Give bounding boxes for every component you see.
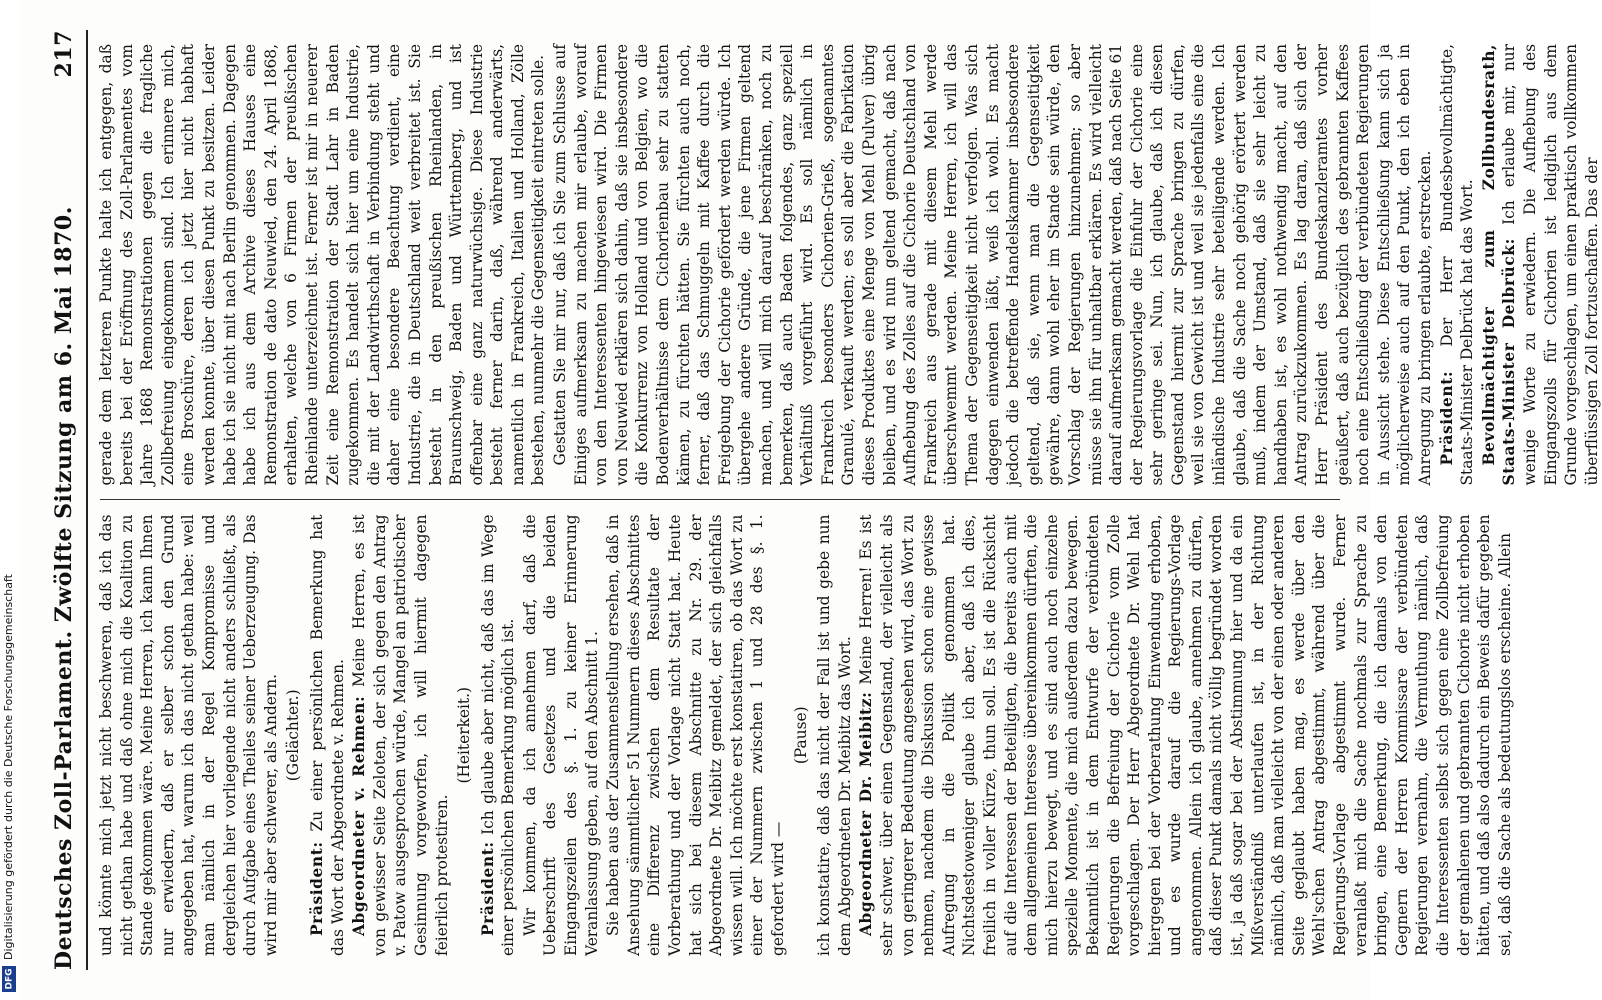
left-column (96, 501, 1514, 971)
reaction: (Gelächter.) (284, 689, 303, 782)
speaker-name: Abgeordneter Dr. Meibitz: (857, 691, 876, 936)
speaker-name: Präsident: (1437, 370, 1456, 466)
speech-text: Der Herr Bundesbevollmächtigte, Staats-Minister Delbrück hat das Wort. (1437, 44, 1477, 486)
speech-paragraph (349, 515, 452, 957)
column-divider (100, 500, 1340, 501)
reaction: (Heiterkeit.) (455, 686, 474, 784)
speech-text: Zu einer persönlichen Bemerkung hat das Wort der Abgeordnete v. Rehmen. (307, 514, 347, 956)
speech-paragraph (478, 515, 519, 957)
scanned-page (20, 0, 1601, 1000)
speech-text: Ich erlaube mir, nur wenige Worte zu erwiedern. Die Aufhebung des Eingangszolls für Cichorien ist lediglich aus dem Grunde vorgeschlagen, um einen praktisch vollkommen überflüssigen Zoll fortzuschaffen. Das der (1500, 44, 1601, 486)
speech-paragraph (307, 515, 348, 957)
digitization-sidebar (0, 0, 18, 1000)
page-title: Deutsches Zoll-Parlament. Zwölfte Sitzung am 6. Mai 1870. (51, 206, 77, 970)
speech-paragraph (1437, 44, 1478, 486)
speech-text: Ich glaube aber nicht, daß das im Wege einer persönlichen Bemerkung möglich ist. (478, 514, 518, 956)
speaker-name: Präsident: (307, 841, 326, 936)
text-columns (96, 30, 1601, 970)
speaker-name: Abgeordneter v. Rehmen: (350, 695, 369, 936)
page-header (42, 30, 88, 970)
speech-text: Meine Herren, es ist von gewisser Seite Zeloten, der sich gegen den Antrag v. Patow ausgesprochen würde, Mangel an patriotischer Gesinnung vorgeworfen, ich will hiermit dagegen feierlich protestiren. (350, 514, 451, 956)
paragraph: Sie haben aus der Zusammenstellung ersehen, daß in Ansehung sämmtlicher 51 Nummern dieses Abschnittes eine Differenz zwischen dem Resultate der Vorberathung und der Vorlage nicht Statt hat. Heute hat sich bei diesem Abschnitte zu Nr. 29. der Abgeordnete Dr. Meibitz gemeldet, der sich gleichfalls wissen will. Ich möchte erst konstatiren, ob das Wort zu einer der Nummern zwischen 1 und 28 des §. 1. gefordert wird — (604, 514, 787, 956)
reaction: (Pause) (791, 706, 810, 765)
page-number: 217 (51, 30, 77, 78)
speech-paragraph (1479, 44, 1602, 486)
digitization-note: Digitalisierung gefördert durch die Deutsche Forschungsgemeinschaft (2, 574, 15, 960)
paragraph: ich konstatire, daß das nicht der Fall ist und gebe nun dem Abgeordneten Dr. Meibitz das Wort. (815, 514, 854, 956)
speech-paragraph (856, 515, 1515, 957)
paragraph: Gestatten Sie mir nur, daß ich Sie zum Schlusse auf Einiges aufmerksam zu machen mir erlaube, worauf von den Interessenten hingewiesen wird. Die Firmen von Neuwied erklären sich dahin, daß sie insbesondere die Konkurrenz von Holland und von Belgien, wo die Bodenverhältnisse dem Cichorienbau sehr zu statten kämen, zu fürchten hätten. Sie fürchten auch noch, ferner, daß das Schmuggeln mit Kaffee durch die Freigebung der Cichorie gefördert werden würde. Ich übergehe andere Gründe, die jene Firmen geltend machen, und will mich darauf beschränken, noch zu bemerken, daß auch Baden folgendes, ganz speziell Verhältniß vorgeführt wird. Es soll nämlich in Frankreich besonders Cichorien-Grieß, sogenanntes Granulé, verkauft werden; es soll aber die Fabrikation dieses Produktes eine Menge von Mehl (Pulver) übrig bleiben, und es wird nun geltend gemacht, daß nach Aufhebung des Zolles auf die Cichorie Deutschland von Frankreich aus gerade mit diesem Mehl werde überschwemmt werden. Meine Herren, ich will das Thema der Gegenseitigkeit nicht verfolgen. Was sich dagegen einwenden läßt, weiß ich wohl. Es macht jedoch die betreffende Handelskammer insbesondere geltend, daß sie, wenn man die Gegenseitigkeit gewähre, dann wohl eher im Stande sein würde, den Vorschlag der Regierungen hinzunehmen; so aber müsse sie ihn für unhaltbar erklären. Es wird vielleicht darauf aufmerksam gemacht werden, daß nach Seite 61 der Regierungsvorlage die Einfuhr der Cichorie eine sehr geringe sei. Nun, ich glaube, daß ich diesen Gegenstand hiermit zur Sprache bringen zu dürfen, weil sie von Gewicht ist und weil sie jedenfalls eine die inländische Industrie sehr beteiligende werden. Ich glaube, daß die Sache noch gehörig erörtert werden muß, indem der Umstand, daß sie sehr leicht zu handhaben ist, es wohl nothwendig macht, auf den Antrag zurückzukommen. Es lag daran, daß sich der Herr Präsident des Bundeskanzleramtes vorher geäußert, daß auch bezüglich des gebrannten Kaffees noch eine Entschließung der verbündeten Regierungen in Aussicht stehe. Diese Entschließung kann sich ja möglicherweise auch auf den Punkt, den ich eben in Anregung zu bringen erlaubte, erstrecken. (551, 44, 1434, 486)
paragraph: gerade dem letzteren Punkte halte ich entgegen, daß bereits bei der Eröffnung des Zoll-Parlamentes vom Jahre 1868 Remonstrationen gegen die fragliche Zollbefreiung eingekommen sind. Ich erinnere mich, eine Broschüre, deren ich jetzt hier nicht habhaft werden konnte, über diesen Punkt zu besitzen. Leider habe ich sie nicht mit nach Berlin genommen. Dagegen habe ich aus dem Archive dieses Hauses eine Remonstration de dato Neuwied, den 24. April 1868, erhalten, welche von 6 Firmen der preußischen Rheinlande unterzeichnet ist. Ferner ist mir in neuerer Zeit eine Remonstration der Stadt Lahr in Baden zugekommen. Es handelt sich hier um eine Industrie, die mit der Landwirthschaft in Verbindung steht und daher eine besondere Beachtung verdient, eine Industrie, die in Deutschland weit verbreitet ist. Sie besteht in den preußischen Rheinlanden, in Braunschweig, Baden und Württemberg, und ist offenbar eine ganz naturwüchsige. Diese Industrie besteht ferner darin, daß, während anderwärts, namentlich in Frankreich, Italien und Holland, Zölle bestehen, nunmehr die Gegenseitigkeit eintreten solle. (97, 44, 548, 486)
dfg-logo-text: DFG (4, 968, 15, 990)
dfg-logo (2, 966, 16, 992)
paragraph: Wir kommen, da ich annehmen darf, daß die Ueberschrift des Gesetzes und die beiden Eingangszeilen des §. 1. zu keiner Erinnerung Veranlassung geben, auf den Abschnitt 1. (520, 514, 601, 956)
speaker-name: Bevollmächtigter zum Zollbundesrath, Staats-Minister Delbrück: (1479, 44, 1519, 486)
paragraph: und könnte mich jetzt nicht beschweren, daß ich das nicht gethan habe und daß ohne mich die Koalition zu Stande gekommen wäre. Meine Herren, ich kann Ihnen nur erwiedern, daß er selber schon den Grund angegeben hat, warum ich das nicht gethan habe: weil man nämlich in der Regel Kompromisse und dergleichen hier vorliegende nicht anders schließt, als durch Aufgabe eines Theiles seiner Ueberzeugung. Das wird mir aber schwerer, als Andern. (97, 514, 280, 956)
right-column (96, 30, 1601, 500)
speaker-name: Präsident: (478, 841, 497, 936)
speech-text: Meine Herren! Es ist sehr schwer, über einen Gegenstand, der vielleicht als von geringerer Bedeutung angesehen wird, das Wort zu nehmen, nachdem die Diskussion schon eine gewisse Aufregung in die Politik genommen hat. Nichtsdestoweniger glaube ich aber, daß ich dies, freilich in voller Kürze, thun soll. Es ist die Rücksicht auf die Interessen der Beteiligten, die bereits auch mit dem allgemeinen Interesse übereinkommen dürften, die mich hierzu bewegt, und es sind auch noch einzelne spezielle Momente, die mich außerdem dazu bewegen. Bekanntlich ist in dem Entwurfe der verbündeten Regierungen die Befreiung der Cichorie vom Zolle vorgeschlagen. Der Herr Abgeordnete Dr. Wehl hat hiergegen bei der Vorberathung Einwendung erhoben, und es wurde darauf die Regierungs-Vorlage angenommen. Allein ich glaube, annehmen zu dürfen, daß dieser Punkt damals nicht völlig begründet worden ist, ja daß sogar bei der Abstimmung hier und da ein Mißverständniß unterlaufen ist, in der Richtung nämlich, daß man vielleicht von der einen oder anderen Seite geglaubt haben mag, es werde über den Wehl'schen Antrag abgestimmt, während über die Regierungs-Vorlage abgestimmt wurde. Ferner veranlaßt mich die Sache nochmals zur Sprache zu bringen, eine Bemerkung, die ich damals von den Gegnern der Herren Kommissare der verbündeten Regierungen vernahm, die Vermuthung nämlich, daß die Interessenten selbst sich gegen eine Zollbefreiung der gemahlenen und gebrannten Cichorie nicht erhoben hätten, und daß also dadurch ein Beweis dafür gegeben sei, daß die Sache als bedeutungslos erscheine. Allein (857, 514, 1514, 956)
